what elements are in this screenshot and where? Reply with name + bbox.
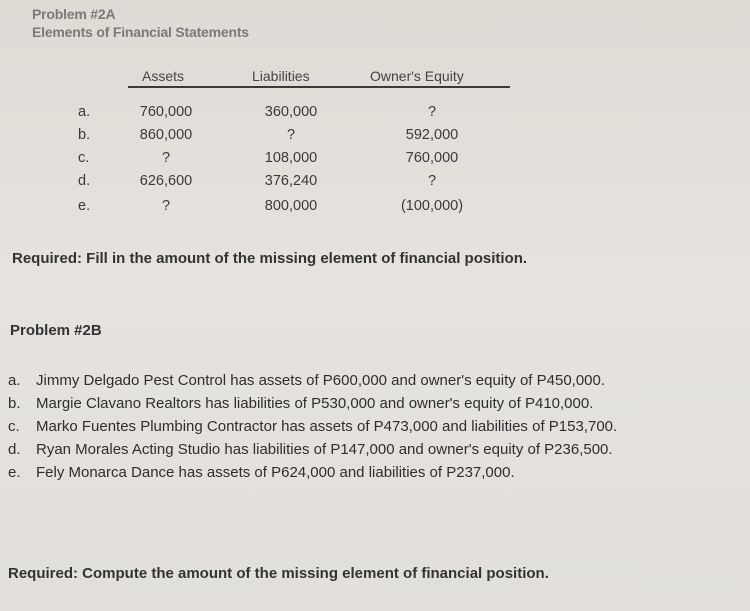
problem-2b-title: Problem #2B: [10, 322, 102, 339]
row-label: a.: [78, 104, 91, 120]
assets-cell: 860,000: [139, 127, 193, 143]
table-row: [0, 150, 750, 172]
item-text: Fely Monarca Dance has assets of P624,000 and liabilities of P237,000.: [36, 464, 515, 481]
liabilities-cell: 360,000: [264, 104, 318, 120]
table-row: [0, 104, 750, 126]
item-text: Ryan Morales Acting Studio has liabilities of P147,000 and owner's equity of P236,500.: [36, 441, 613, 458]
item-label: c.: [8, 418, 20, 435]
row-label: d.: [78, 173, 91, 189]
row-label: b.: [78, 127, 91, 143]
problem-2a-title: Problem #2A: [32, 6, 116, 22]
liabilities-cell: ?: [286, 127, 296, 143]
column-header-liabilities: Liabilities: [252, 68, 310, 84]
assets-cell: 626,600: [139, 173, 193, 189]
column-header-assets: Assets: [142, 68, 185, 84]
assets-cell: 760,000: [139, 104, 193, 120]
item-label: d.: [8, 441, 21, 458]
problem-2a-required: Required: Fill in the amount of the missing element of financial position.: [12, 250, 528, 267]
list-item: [8, 462, 748, 483]
problem-2b-list: [8, 370, 748, 485]
problem-2b-required: Required: Compute the amount of the missing element of financial position.: [8, 565, 549, 582]
item-text: Jimmy Delgado Pest Control has assets of P600,000 and owner's equity of P450,000.: [36, 372, 606, 389]
table-row: [0, 198, 750, 220]
assets-cell: ?: [161, 150, 171, 166]
row-label: e.: [78, 198, 91, 214]
item-label: a.: [8, 372, 21, 389]
equity-cell: 760,000: [405, 150, 459, 166]
equity-cell: (100,000): [400, 198, 464, 214]
equity-cell: ?: [427, 104, 437, 120]
liabilities-cell: 108,000: [264, 150, 318, 166]
column-header-owners-equity: Owner's Equity: [370, 68, 464, 84]
list-item: [8, 439, 748, 460]
list-item: [8, 416, 748, 437]
row-label: c.: [78, 150, 90, 166]
header-underline: [128, 86, 510, 88]
liabilities-cell: 376,240: [264, 173, 318, 189]
assets-cell: ?: [161, 198, 171, 214]
liabilities-cell: 800,000: [264, 198, 318, 214]
table-row: [0, 173, 750, 195]
table-row: [0, 127, 750, 149]
equity-cell: ?: [427, 173, 437, 189]
problem-2a-subtitle: Elements of Financial Statements: [32, 24, 249, 40]
item-text: Margie Clavano Realtors has liabilities of P530,000 and owner's equity of P410,000.: [36, 395, 594, 412]
item-label: b.: [8, 395, 21, 412]
item-text: Marko Fuentes Plumbing Contractor has assets of P473,000 and liabilities of P153,700.: [36, 418, 618, 435]
item-label: e.: [8, 464, 21, 481]
list-item: [8, 370, 748, 391]
equity-cell: 592,000: [405, 127, 459, 143]
list-item: [8, 393, 748, 414]
